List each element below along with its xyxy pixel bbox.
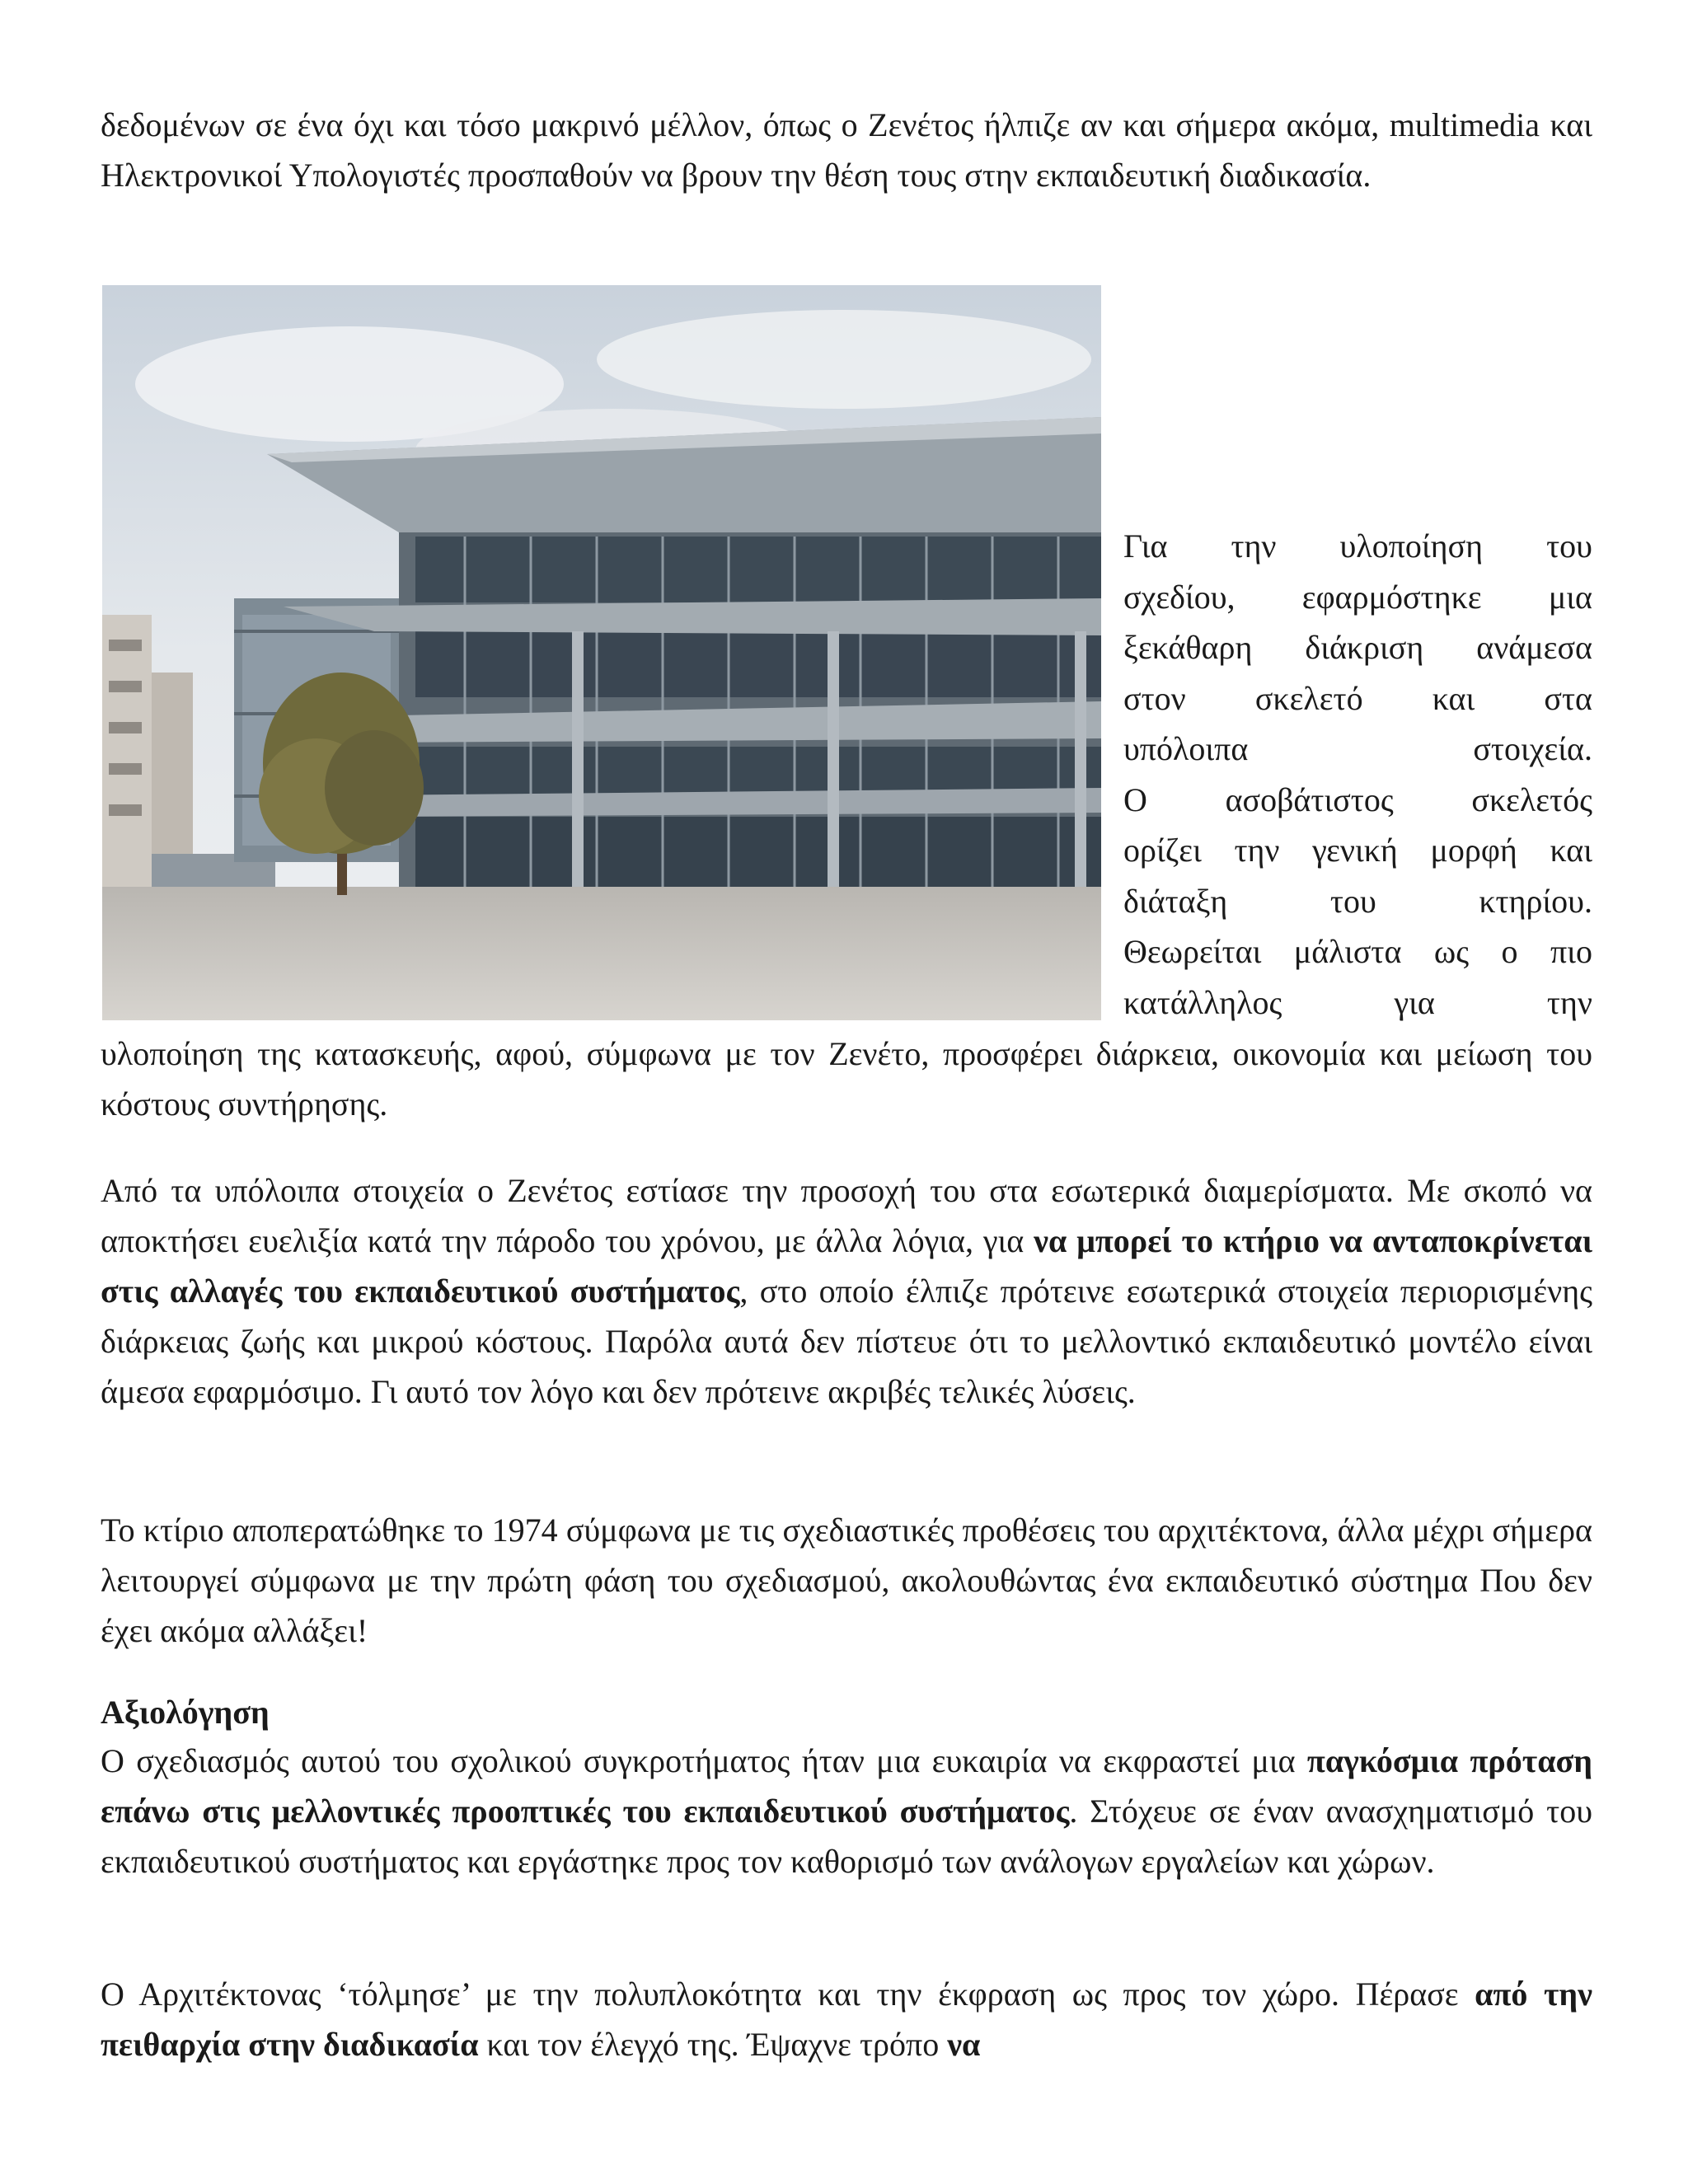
side-word: κατάλληλος: [1123, 983, 1282, 1021]
side-word: και: [1432, 679, 1475, 717]
school-building-photo: [102, 285, 1101, 1020]
section-heading: Αξιολόγηση: [101, 1694, 270, 1731]
side-word: στα: [1544, 679, 1592, 717]
side-word: διάταξη: [1123, 882, 1228, 920]
side-word: υλοποίηση: [1339, 527, 1484, 565]
side-word: υπόλοιπα: [1123, 730, 1249, 767]
side-line: [1123, 876, 1592, 927]
side-word: μάλιστα: [1293, 933, 1402, 970]
side-line: [1123, 673, 1592, 724]
side-line: [1123, 521, 1592, 572]
side-word: ορίζει: [1123, 832, 1202, 869]
side-line: [1123, 926, 1592, 977]
side-word: Ο: [1123, 780, 1147, 818]
side-column-text: [1123, 521, 1592, 1028]
side-word: πιο: [1550, 933, 1592, 970]
side-word: Θεωρείται: [1123, 933, 1262, 970]
side-line: [1123, 775, 1592, 826]
side-word: γενική: [1312, 832, 1398, 869]
side-word: κτηρίου.: [1479, 882, 1592, 920]
side-word: σκελετό: [1254, 679, 1363, 717]
side-word: την: [1234, 832, 1280, 869]
side-word: του: [1329, 882, 1376, 920]
side-word: ασοβάτιστος: [1225, 780, 1394, 818]
side-word: και: [1550, 832, 1592, 869]
side-word: διάκριση: [1305, 629, 1424, 666]
side-word: ο: [1501, 933, 1518, 970]
side-line: [1123, 977, 1592, 1029]
intro-paragraph: δεδομένων σε ένα όχι και τόσο μακρινό μέλλον, όπως ο Ζενέτος ήλπιζε αν και σήμερα ακόμα, multimedia και Ηλεκτρονικοί Υπολογιστές προσπαθούν να βρουν την θέση τους στην εκπαιδευτική διαδικασία.: [101, 106, 1592, 194]
side-word: στοιχεία.: [1473, 730, 1592, 767]
side-word: την: [1231, 527, 1277, 565]
side-word: εφαρμόστηκε: [1301, 578, 1482, 616]
side-word: μια: [1548, 578, 1592, 616]
side-word: στον: [1123, 679, 1186, 717]
side-line: [1123, 572, 1592, 623]
paragraph-architect: Ο Αρχιτέκτονας ‘τόλμησε’ με την πολυπλοκότητα και την έκφραση ως προς τον χώρο. Πέρασε από την πειθαρχία στην διαδικασία και τον έλεγχό της. Έψαχνε τρόπο να: [101, 1975, 1592, 2063]
side-line: [1123, 825, 1592, 876]
side-word: ανάμεσα: [1476, 629, 1592, 666]
side-word: την: [1546, 983, 1592, 1021]
side-word: ως: [1433, 933, 1470, 970]
paragraph-evaluation: Ο σχεδιασμός αυτού του σχολικού συγκροτήματος ήταν μια ευκαιρία να εκφραστεί μια παγκόσμια πρόταση επάνω στις μελλοντικές προοπτικές του εκπαιδευτικού συστήματος. Στόχευε σε έναν ανασχηματισμό του εκπαιδευτικού συστήματος και εργάστηκε προς τον καθορισμό των ανάλογων εργαλείων και χώρων.: [101, 1742, 1593, 1880]
paragraph-completion: Το κτίριο αποπερατώθηκε το 1974 σύμφωνα με τις σχεδιαστικές προθέσεις του αρχιτέκτονα, άλλα μέχρι σήμερα λειτουργεί σύμφωνα με την πρώτη φάση του σχεδιασμού, ακολουθώντας ένα εκπαιδευτικό σύστημα Που δεν έχει ακόμα αλλάξει!: [101, 1511, 1592, 1649]
side-word: μορφή: [1430, 832, 1517, 869]
side-word: Για: [1123, 527, 1168, 565]
side-word: ξεκάθαρη: [1123, 629, 1253, 666]
paragraph-interior-elements: Από τα υπόλοιπα στοιχεία ο Ζενέτος εστίασε την προσοχή του στα εσωτερικά διαμερίσματα. Με σκοπό να αποκτήσει ευελιξία κατά την πάροδο του χρόνου, με άλλα λόγια, για να μπορεί το κτήριο να ανταποκρίνεται στις αλλαγές του εκπαιδευτικού συστήματος, στο οποίο έλπιζε πρότεινε εσωτερικά στοιχεία περιορισμένης διάρκειας ζωής και μικρού κόστους. Παρόλα αυτά δεν πίστευε ότι το μελλοντικό εκπαιδευτικό μοντέλο είναι άμεσα εφαρμόσιμο. Γι αυτό τον λόγο και δεν πρότεινε ακριβές τελικές λύσεις.: [101, 1172, 1593, 1410]
side-word: του: [1546, 527, 1592, 565]
side-word: σκελετός: [1471, 780, 1592, 818]
side-word: σχεδίου,: [1123, 578, 1236, 616]
side-word: για: [1394, 983, 1435, 1021]
side-continuation-paragraph: υλοποίηση της κατασκευής, αφού, σύμφωνα με τον Ζενέτο, προσφέρει διάρκεια, οικονομία και μείωση του κόστους συντήρησης.: [101, 1035, 1592, 1122]
side-line: [1123, 622, 1592, 673]
side-line: [1123, 724, 1592, 775]
